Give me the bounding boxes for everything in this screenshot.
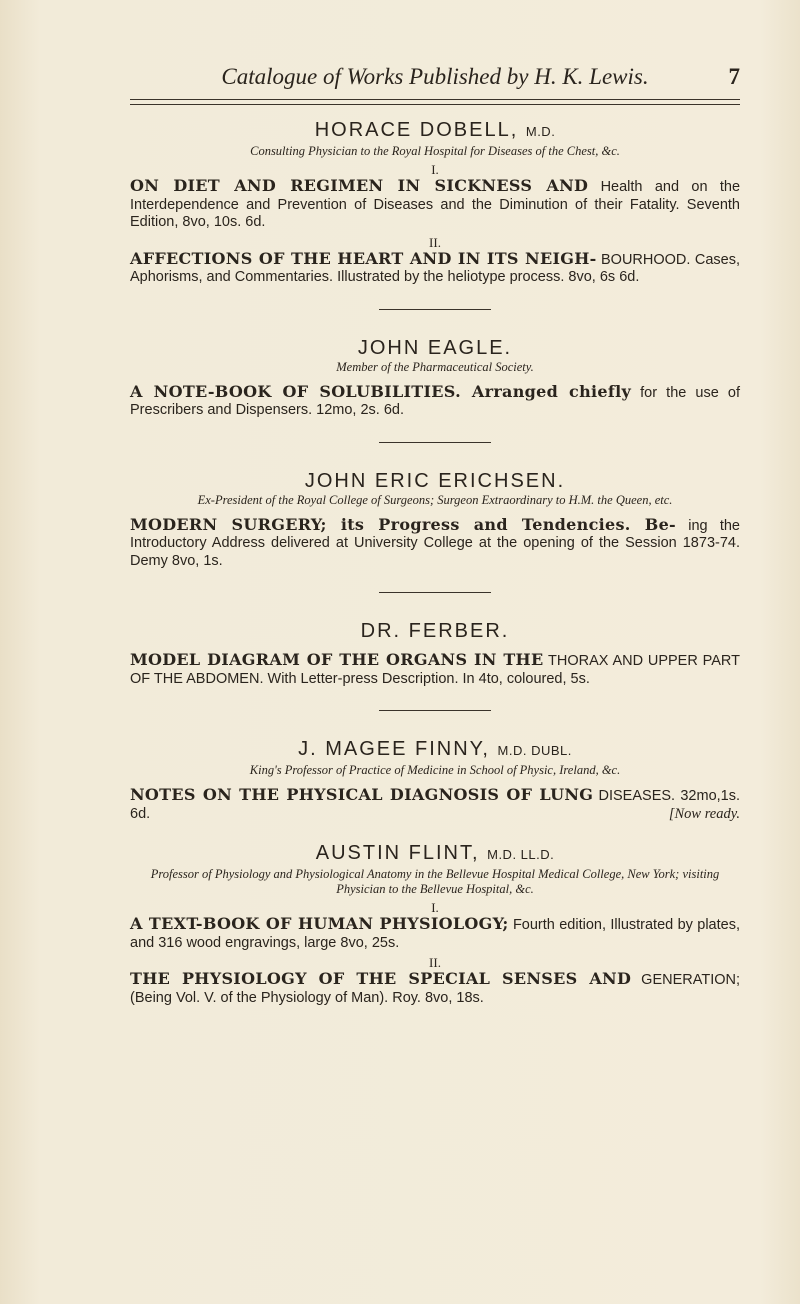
work-title: AFFECTIONS OF THE HEART AND IN ITS NEIGH- [130,248,597,268]
work-text: BOURHOOD. Cases, Aphorisms, and Commentaries. Illustrated by the heliotype process. 8vo, 6s 6d. [130,251,740,285]
work-item [130,516,740,571]
work-text: DISEASES. 32mo,1s. 6d. [130,788,741,822]
entry-finny [130,737,740,823]
running-header [130,64,740,94]
header-rule [130,99,740,105]
author-degree: M.D. LL.D. [487,847,555,862]
work-item [130,915,740,952]
work-item [130,177,740,232]
work-title: MODEL DIAGRAM OF THE ORGANS IN THE [130,650,544,669]
entry-erichsen [130,469,740,571]
author-degree: M.D. DUBL. [497,743,572,758]
author-name: JOHN ERIC ERICHSEN. [304,469,566,492]
author-description: King's Professor of Practice of Medicine in School of Physic, Ireland, &c. [249,763,621,777]
work-item [130,970,740,1007]
catalogue-entries [130,118,740,1007]
entry-flint [130,841,740,1007]
entry-dobell [130,118,740,287]
work-title: A TEXT-BOOK OF HUMAN PHYSIOLOGY; [130,914,509,933]
work-text: GENERATION; (Being Vol. V. of the Physiology of Man). Roy. 8vo, 18s. [130,972,740,1006]
author-name: AUSTIN FLINT, M.D. LL.D. [315,842,555,864]
work-item [130,250,740,287]
entry-ferber [130,619,740,688]
separator-rule [379,309,491,310]
work-title: A NOTE-BOOK OF SOLUBILITIES. Arranged chiefly [130,381,632,401]
entry-eagle [130,336,740,420]
author-description: Member of the Pharmaceutical Society. [336,359,534,374]
separator-rule [379,710,491,711]
separator-rule [379,592,491,593]
author-name: JOHN EAGLE. [357,336,513,359]
header-title: Catalogue of Works Published by H. K. Lewis. [221,64,649,89]
work-numeral: II. [429,955,441,970]
work-numeral: II. [429,234,441,250]
availability-note: [Now ready. [668,805,740,822]
work-text: for the use of Prescribers and Dispensers. 12mo, 2s. 6d. [130,384,741,418]
work-text: THORAX AND UPPER PART OF THE ABDOMEN. With Letter-press Description. In 4to, coloured, 5s. [130,653,740,687]
work-numeral: I. [431,900,439,915]
author-description: Consulting Physician to the Royal Hospital for Diseases of the Chest, &c. [250,144,620,158]
work-numeral: I. [431,162,439,177]
work-title: ON DIET AND REGIMEN IN SICKNESS AND [130,176,589,195]
author-name: HORACE DOBELL, M.D. [314,119,556,141]
work-item [130,383,740,420]
work-title: NOTES ON THE PHYSICAL DIAGNOSIS OF LUNG [130,785,594,804]
author-name: J. MAGEE FINNY, M.D. DUBL. [298,738,572,760]
page-number: 7 [728,64,740,89]
author-name: DR. FERBER. [360,620,510,642]
work-item [130,786,740,823]
work-title: MODERN SURGERY; its Progress and Tendencies. Be- [130,514,676,534]
work-title: THE PHYSIOLOGY OF THE SPECIAL SENSES AND [130,969,632,988]
author-description: Professor of Physiology and Physiological Anatomy in the Bellevue Hospital Medical College, New York; visiting Physician to the Bellevue Hospital, &c. [150,867,720,896]
separator-rule [379,442,491,443]
work-text: Fourth edition, Illustrated by plates, and 316 wood engravings, large 8vo, 25s. [130,917,740,951]
work-text: ing the Introductory Address delivered at University College at the opening of the Session 1873-74. Demy 8vo, 1s. [130,517,741,569]
author-description: Ex-President of the Royal College of Surgeons; Surgeon Extraordinary to H.M. the Queen, etc. [197,492,673,507]
author-degree: M.D. [525,124,556,139]
work-item [130,651,740,688]
work-text: Health and on the Interdependence and Prevention of Diseases and the Diminution of their Fatality. Seventh Edition, 8vo, 10s. 6d. [130,179,741,230]
